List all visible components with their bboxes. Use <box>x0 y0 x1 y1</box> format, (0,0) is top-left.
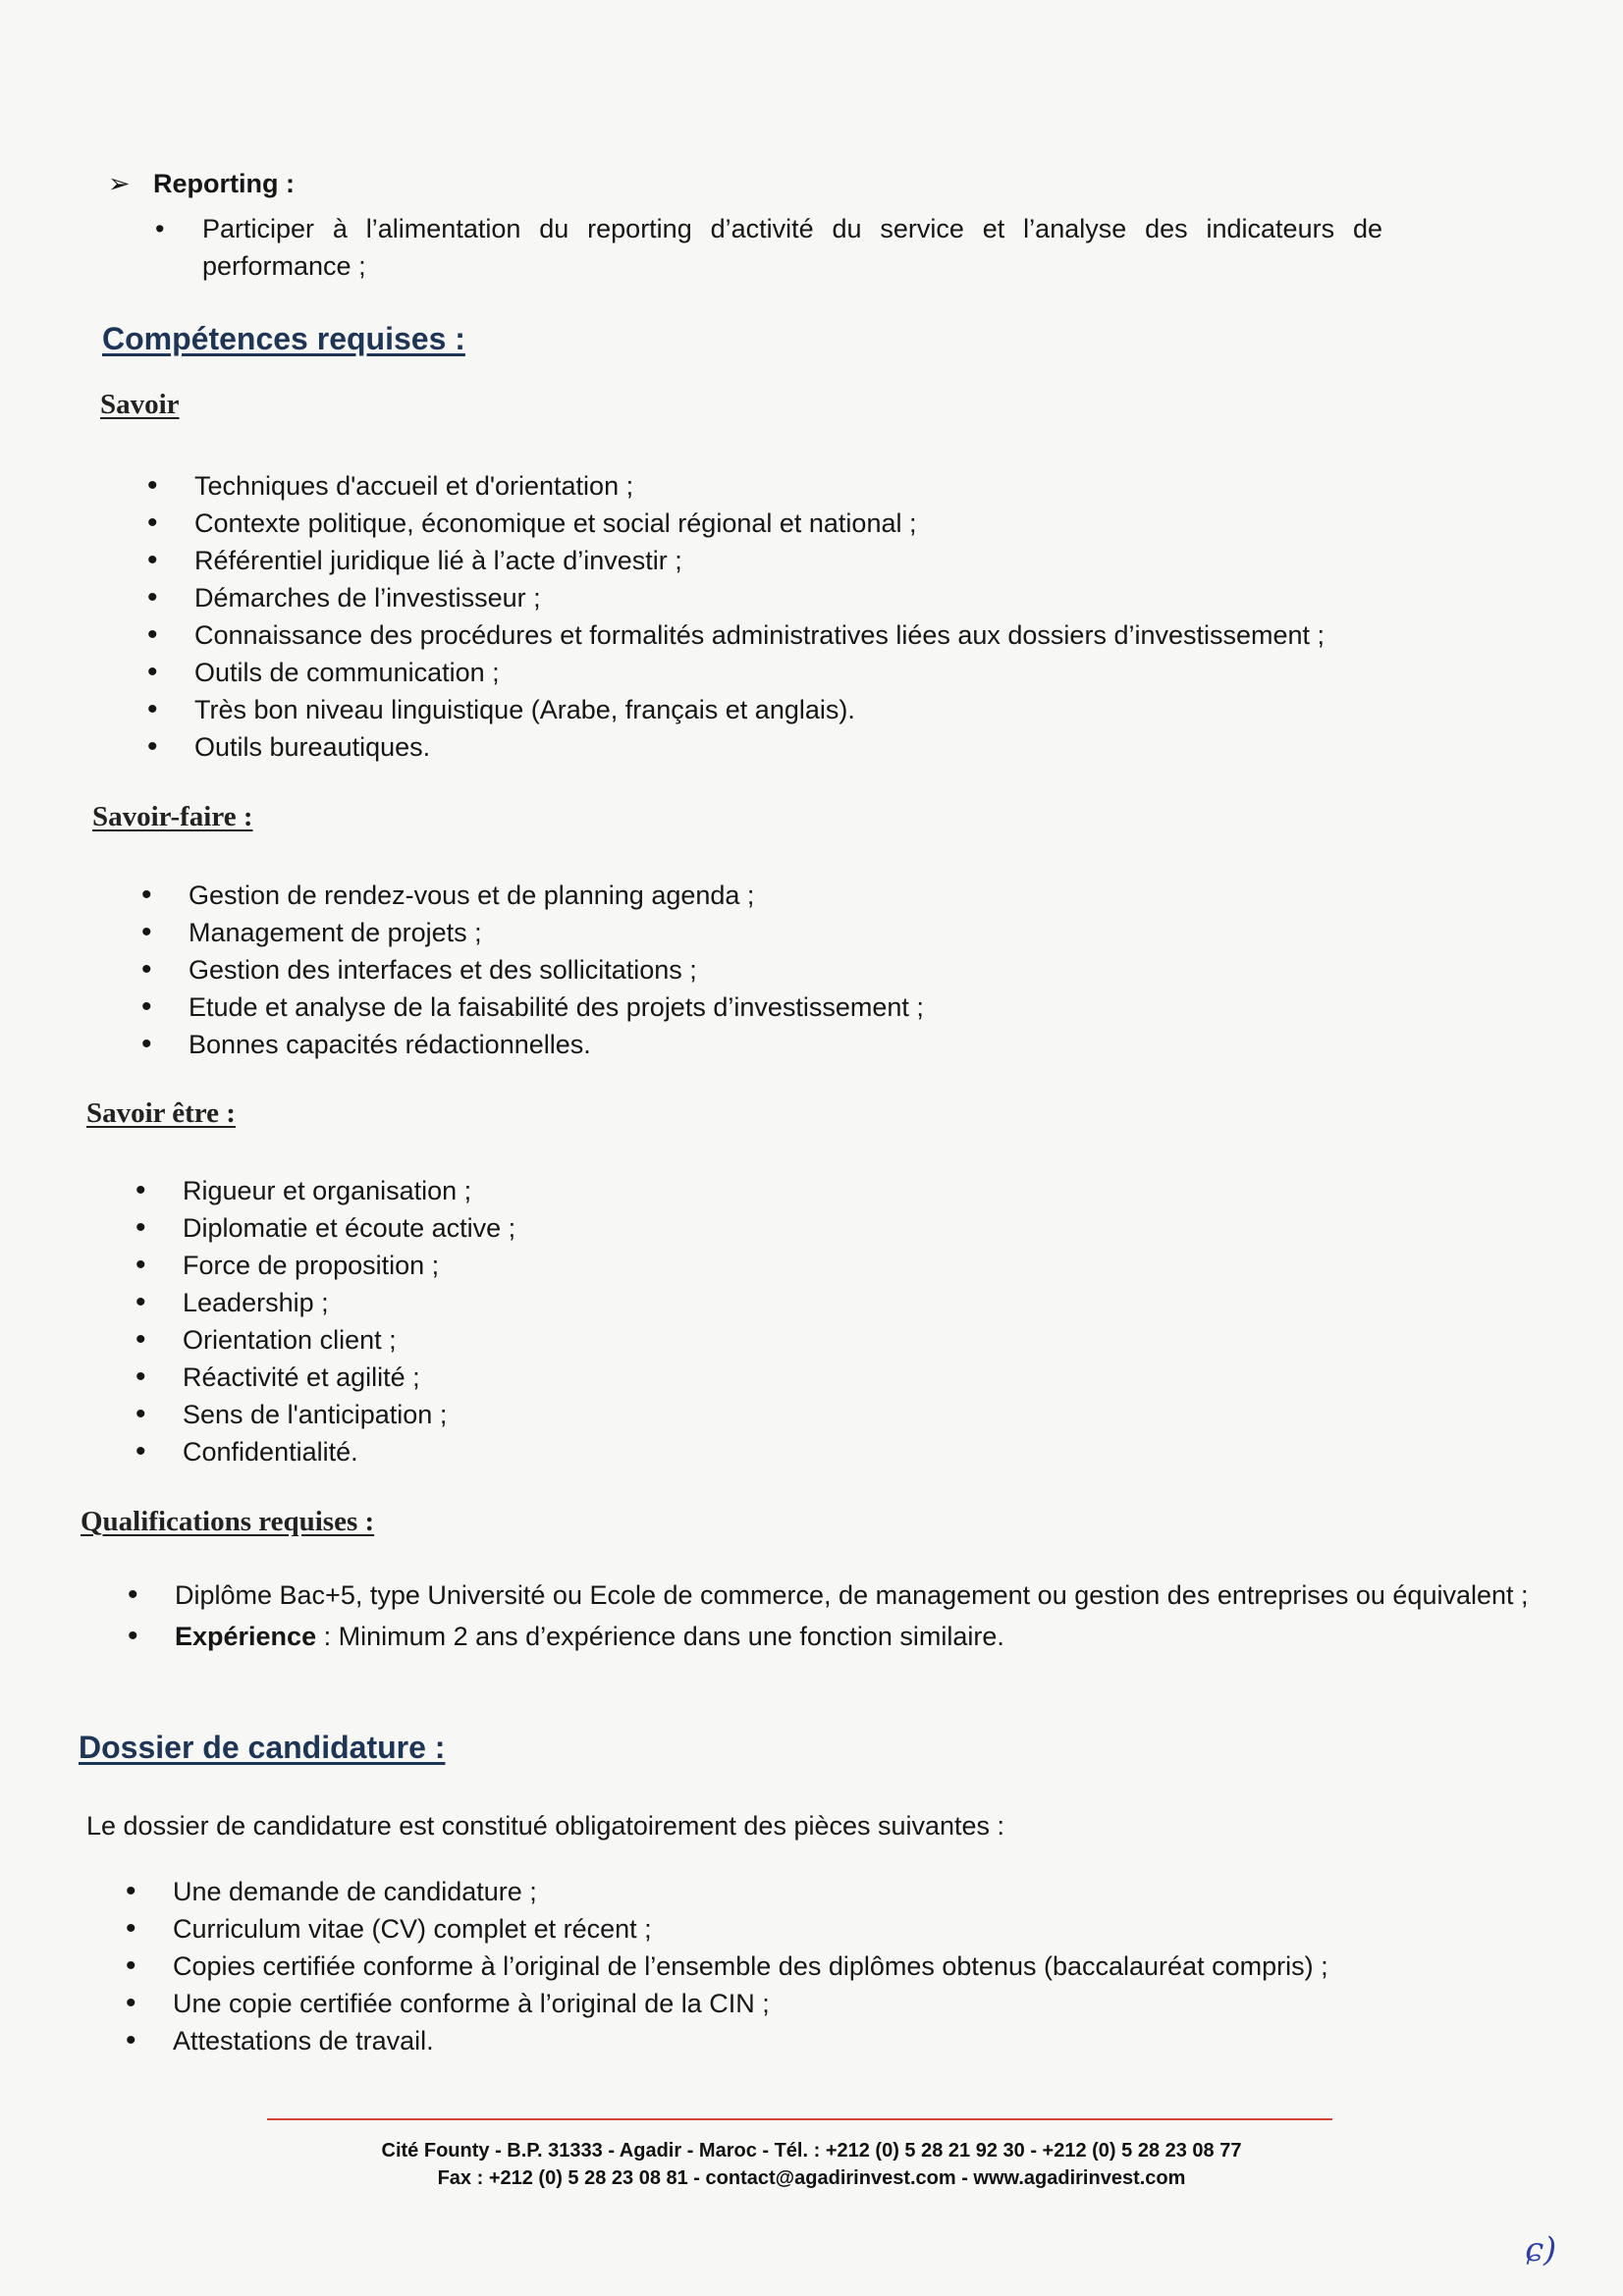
experience-label: Expérience <box>175 1622 317 1651</box>
list-item: • Une demande de candidature ; <box>126 1873 1328 1910</box>
list-item: • Réactivité et agilité ; <box>135 1359 515 1396</box>
savoir-faire-list <box>141 877 924 1063</box>
list-item: • Confidentialité. <box>135 1433 515 1470</box>
dossier-title: Dossier de candidature : <box>79 1730 446 1765</box>
reporting-heading <box>108 169 295 199</box>
reporting-title: Reporting : <box>153 169 295 198</box>
list-item: • Diplomatie et écoute active ; <box>135 1209 515 1247</box>
list-item: • Gestion des interfaces et des sollicitations ; <box>141 951 924 988</box>
list-item: • Très bon niveau linguistique (Arabe, français et anglais). <box>147 691 1325 728</box>
qualifications-list <box>128 1576 1532 1655</box>
list-item: • Curriculum vitae (CV) complet et récent ; <box>126 1910 1328 1948</box>
list-item: • Contexte politique, économique et social régional et national ; <box>147 505 1325 542</box>
list-item: • Orientation client ; <box>135 1321 515 1359</box>
bullet-icon: • <box>155 214 165 243</box>
list-item: • Management de projets ; <box>141 914 924 951</box>
savoir-faire-title: Savoir-faire : <box>92 801 253 832</box>
list-item: • Attestations de travail. <box>126 2022 1328 2059</box>
list-item: • Une copie certifiée conforme à l’original de la CIN ; <box>126 1985 1328 2022</box>
list-item: • Copies certifiée conforme à l’original de l’ensemble des diplômes obtenus (baccalauréat compris) ; <box>126 1948 1328 1985</box>
reporting-bullet <box>155 210 1382 285</box>
competences-title: Compétences requises : <box>102 321 465 356</box>
list-item: • Bonnes capacités rédactionnelles. <box>141 1026 924 1063</box>
footer-divider <box>267 2118 1332 2120</box>
list-item-experience <box>128 1618 1532 1655</box>
list-item: • Connaissance des procédures et formalités administratives liées aux dossiers d’investissement ; <box>147 616 1325 654</box>
list-item: • Référentiel juridique lié à l’acte d’investir ; <box>147 542 1325 579</box>
dossier-list <box>126 1873 1328 2059</box>
list-item: • Outils de communication ; <box>147 654 1325 691</box>
footer-address: Cité Founty - B.P. 31333 - Agadir - Maroc - Tél. : +212 (0) 5 28 21 92 30 - +212 (0) 5 28 23 08 77 <box>381 2140 1242 2162</box>
qualifications-title: Qualifications requises : <box>81 1506 375 1537</box>
list-item: • Gestion de rendez-vous et de planning agenda ; <box>141 877 924 914</box>
footer-contact: Fax : +212 (0) 5 28 23 08 81 - contact@agadirinvest.com - www.agadirinvest.com <box>437 2167 1186 2189</box>
experience-text: : Minimum 2 ans d’expérience dans une fonction similaire. <box>316 1622 1004 1651</box>
list-item: • Sens de l'anticipation ; <box>135 1396 515 1433</box>
handwritten-initials: ɕ) <box>1525 2230 1557 2269</box>
list-item: • Outils bureautiques. <box>147 728 1325 766</box>
list-item: • Force de proposition ; <box>135 1247 515 1284</box>
reporting-bullet-text: Participer à l’alimentation du reporting d’activité du service et l’analyse des indicateurs de performance ; <box>202 214 1382 281</box>
list-item: • Démarches de l’investisseur ; <box>147 579 1325 616</box>
list-item: • Leadership ; <box>135 1284 515 1321</box>
list-item: • Etude et analyse de la faisabilité des projets d’investissement ; <box>141 988 924 1026</box>
savoir-title: Savoir <box>100 389 180 420</box>
list-item: • Rigueur et organisation ; <box>135 1172 515 1209</box>
list-item: • Techniques d'accueil et d'orientation ; <box>147 467 1325 505</box>
dossier-intro: Le dossier de candidature est constitué obligatoirement des pièces suivantes : <box>86 1811 1005 1841</box>
arrow-bullet-icon: ➢ <box>108 169 131 198</box>
savoir-list <box>147 467 1325 766</box>
savoir-etre-title: Savoir être : <box>86 1097 236 1129</box>
savoir-etre-list <box>135 1172 515 1470</box>
list-item-diploma: • Diplôme Bac+5, type Université ou Ecole de commerce, de management ou gestion des entreprises ou équivalent ; <box>128 1576 1532 1614</box>
